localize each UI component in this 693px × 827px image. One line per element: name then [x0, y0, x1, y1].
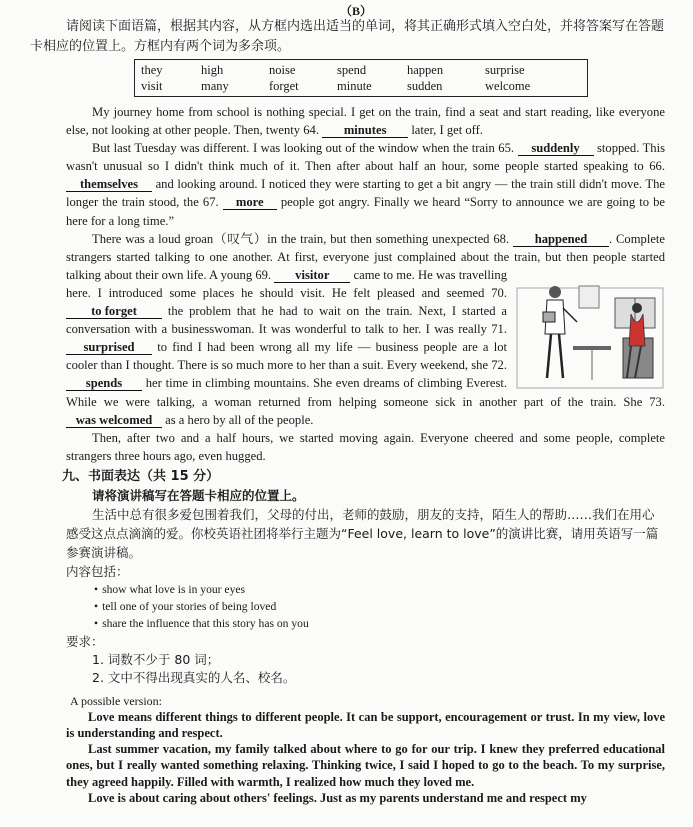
word-box: [134, 59, 588, 97]
passage-text: . Complete strangers started talking to one another. At first, everyone just complained about the train, but then people started talking about their own life. A young 69.: [66, 231, 665, 282]
train-conversation-illustration: [515, 268, 665, 392]
passage-text: and looking around. I noticed they were starting to get a bit angry — the train still didn't move. The longer the train stood, the 67.: [66, 177, 666, 210]
passage-text: My journey home from school is nothing special. I get on the train, find a seat and start reading, like everyone else, not looking at other people. Then, twenty 64.: [66, 105, 665, 138]
blank-72-answer: spends: [66, 376, 142, 391]
content-bullets: [66, 581, 665, 632]
word-option: high: [201, 63, 224, 77]
passage-text: the problem that he had to wait on the train. Next, I started a conversation with a businesswoman. It was wonderful to talk to her. I was really 71.: [66, 304, 507, 337]
writing-instruction: 请将演讲稿写在答题卡相应的位置上。: [92, 487, 305, 503]
blank-68-answer: happened: [513, 232, 609, 247]
sample-label: A possible version:: [70, 693, 162, 708]
passage-paragraph: Then, after two and a half hours, we started moving again. Everyone cheered and some people, complete strangers three hours ago, even hugged.: [66, 430, 665, 463]
blank-65-answer: suddenly: [518, 141, 594, 156]
word-option: spend: [337, 63, 367, 77]
word-option: sudden: [407, 79, 443, 93]
blank-66-answer: themselves: [66, 177, 152, 192]
passage-text: her time in climbing mountains. She even dreams of climbing Everest. While we were talking, a woman returned from helping someone sick in another part of the train. She 73.: [66, 376, 665, 409]
blank-73-answer: was welcomed: [66, 413, 162, 428]
requirement-item: 1. 词数不少于 80 词；: [92, 651, 220, 667]
word-option: forget: [269, 79, 299, 93]
worksheet-page: [0, 6, 693, 827]
passage-text: came to me. He was travelling here. I introduced some places he should visit. He felt pleased and seemed 70.: [66, 267, 508, 300]
word-option: noise: [269, 63, 296, 77]
passage-text: later, I get off.: [411, 123, 483, 138]
word-box-row: [141, 78, 581, 94]
content-bullet: • share the influence that this story has on you: [94, 615, 665, 632]
word-option: many: [201, 79, 229, 93]
blank-70-answer: to forget: [66, 304, 162, 319]
word-option: visit: [141, 79, 163, 93]
word-box-row: [141, 62, 581, 78]
passage-text: stopped. This wasn't unusual so I didn't think much of it. Then after about half an hour, some people started speaking to 66.: [66, 141, 665, 174]
blank-64-answer: minutes: [322, 123, 408, 138]
word-option: happen: [407, 63, 444, 77]
sample-paragraph: Love means different things to different people. It can be support, encouragement or trust. In my view, love is understanding and respect.: [66, 709, 665, 741]
content-bullet: • show what love is in your eyes: [94, 581, 665, 598]
passage-text: But last Tuesday was different. I was looking out of the window when the train 65.: [92, 141, 515, 156]
word-option: they: [141, 63, 163, 77]
content-label: 内容包括：: [66, 563, 129, 579]
sample-paragraph: Last summer vacation, my family talked about where to go for our trip. I knew they preferred educational ones, but I really wanted something relaxing. Thinking twice, I said I hoped to go to the beach. To my surprise, they agreed happily. Filled with warmth, I realized how much they loved me.: [66, 742, 665, 789]
word-option: minute: [337, 79, 372, 93]
sample-paragraph: Love is about caring about others' feelings. Just as my parents understand me and respect my: [88, 790, 587, 805]
blank-69-answer: visitor: [274, 268, 350, 283]
word-option: surprise: [485, 63, 525, 77]
section-header-fragment: （B）: [340, 4, 373, 18]
requirement-item: 2. 文中不得出现真实的人名、校名。: [92, 669, 296, 685]
passage-paragraph: [66, 103, 665, 139]
illustrated-paragraph: [66, 230, 665, 429]
passage-text: to find I had been wrong all my life — business people are a lot cooler than I thought. There is so much more to her than a suit. Every weekend, she 72.: [66, 340, 507, 373]
reading-instruction: 请阅读下面语篇，根据其内容，从方框内选出适当的单词，将其正确形式填入空白处，并将答案写在答题卡相应的位置上。方框内有两个词为多余项。: [30, 18, 665, 53]
content-bullet: • tell one of your stories of being loved: [94, 598, 665, 615]
passage-paragraph: [66, 139, 665, 229]
word-option: welcome: [485, 79, 531, 93]
writing-section-title: 九、书面表达（共 15 分）: [62, 468, 220, 484]
requirements-list: [66, 651, 665, 687]
passage-text: as a hero by all of the people.: [165, 412, 314, 427]
passage-paragraph: [66, 230, 665, 429]
blank-71-answer: surprised: [66, 340, 152, 355]
passage-text: There was a loud groan（叹气）in the train, but then something unexpected 68.: [92, 231, 510, 246]
writing-prompt: 生活中总有很多爱包围着我们，父母的付出，老师的鼓励，朋友的支持，陌生人的帮助……我们在用心感受这点点滴滴的爱。你校英语社团将举行主题为“Feel love, learn to love”的演讲比赛，请用英语写一篇参赛演讲稿。: [66, 506, 659, 560]
requirements-label: 要求：: [66, 633, 104, 649]
passage-text: people got angry. Finally we heard “Sorry to announce we are going to be here for a long time.”: [66, 195, 665, 228]
blank-67-answer: more: [223, 195, 277, 210]
